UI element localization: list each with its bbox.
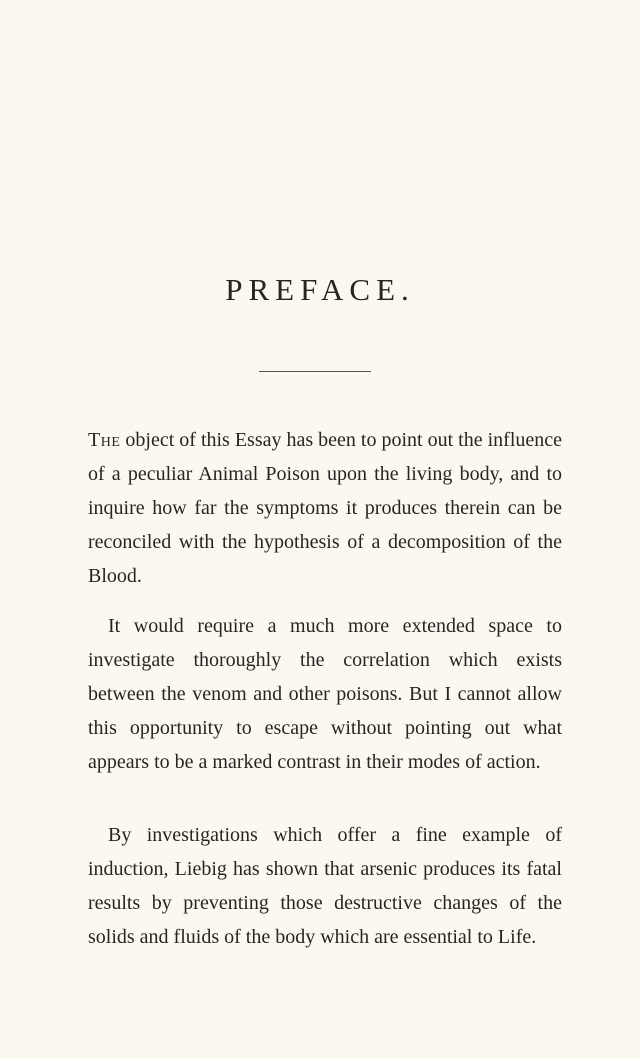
paragraph-2-text: It would require a much more extended space to investigate thoroughly the correlation which exists between the venom and other poisons. But I cannot allow this opportunity to escape without pointing out what appears to be a marked contrast in their modes of action. [88,615,562,773]
page-title: PREFACE. [225,272,415,307]
paragraph-2 [88,609,562,779]
paragraph-1-text: object of this Essay has been to point out the influence of a peculiar Animal Poison upon the living body, and to inquire how far the symptoms it produces therein can be reconciled with the hypothesis of a decomposition of the Blood. [88,429,563,587]
paragraph-1-lead: The [88,429,121,451]
paragraph-1 [88,423,562,593]
paragraph-3-text: By investigations which offer a fine example of induction, Liebig has shown that arsenic produces its fatal results by preventing those destructive changes of the solids and fluids of the body which are essential to Life. [88,824,562,948]
title-divider [259,371,371,372]
paragraph-3 [88,818,562,954]
